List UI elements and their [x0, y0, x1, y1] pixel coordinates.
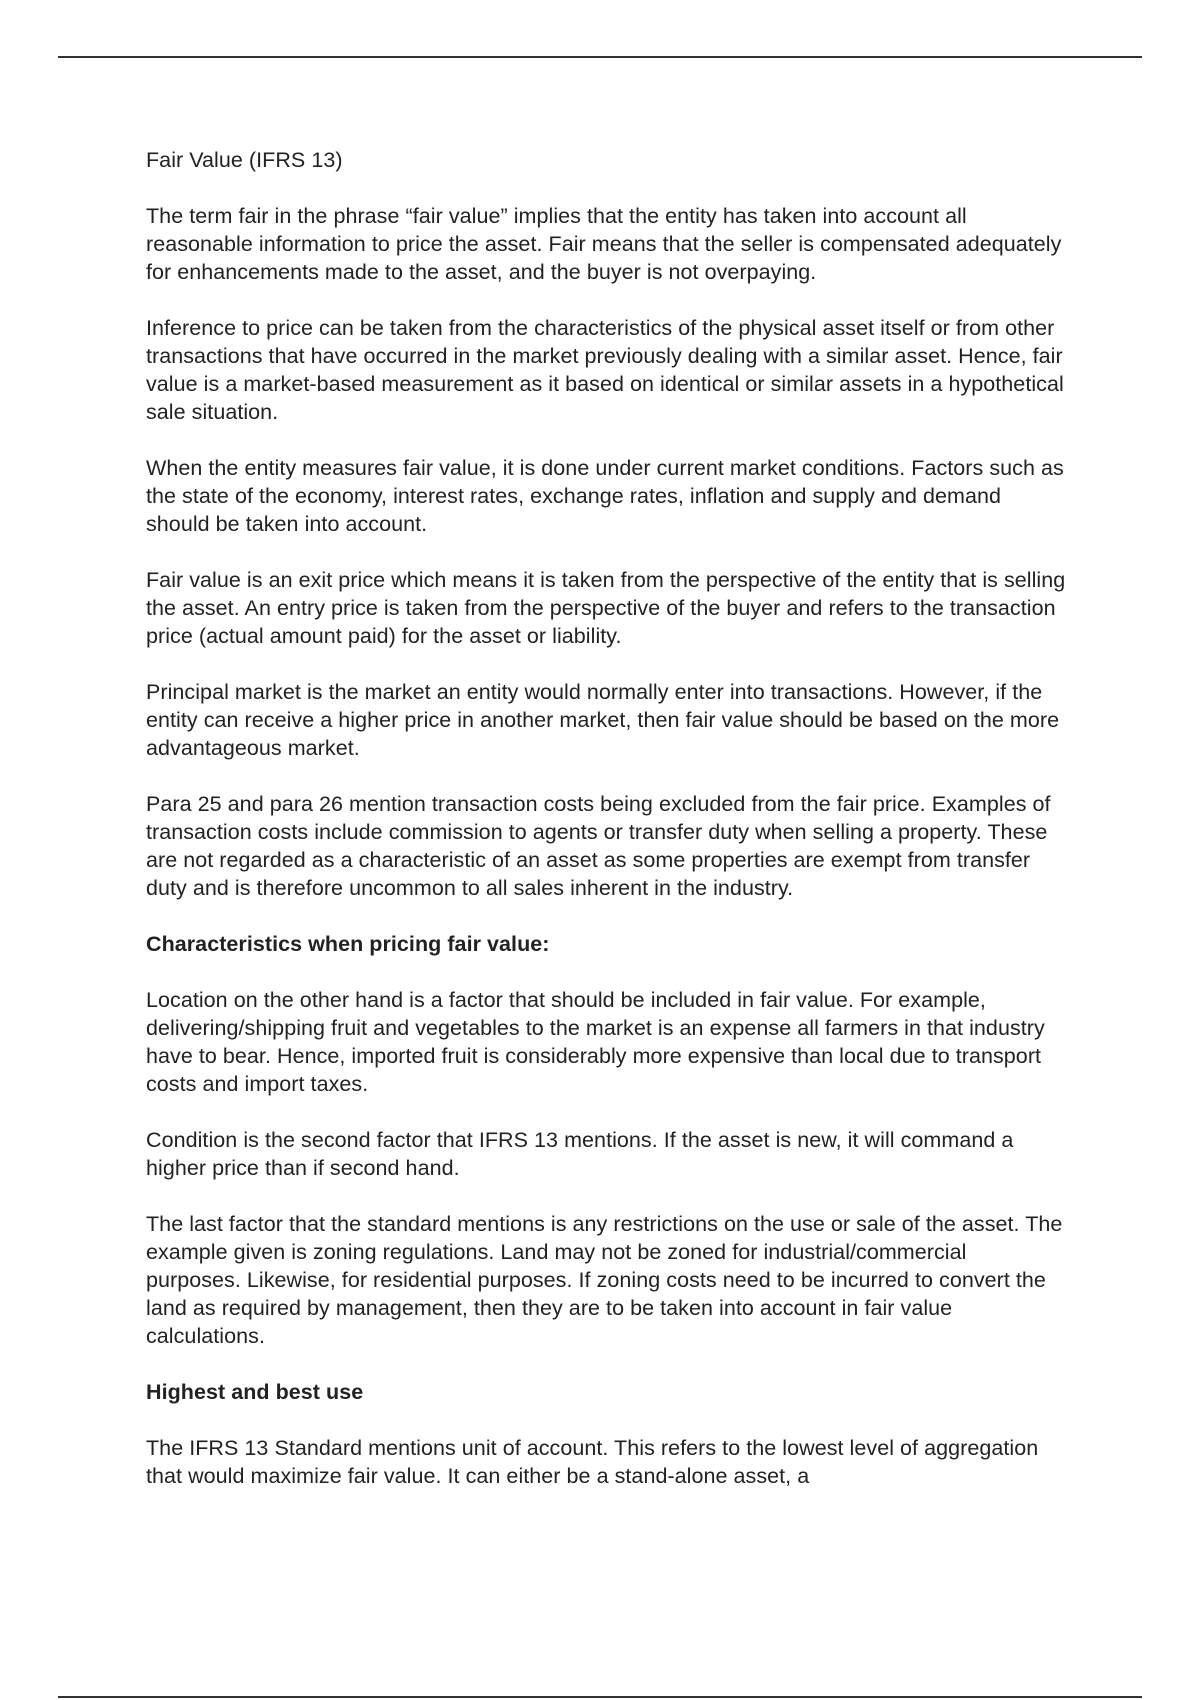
paragraph-exit-price: Fair value is an exit price which means it is taken from the perspective of the entity that is selling the asset. An entry price is taken from the perspective of the buyer and refers to the transaction price (actual amount paid) for the asset or liability. [146, 568, 1066, 648]
heading-highest-best-use: Highest and best use [146, 1380, 364, 1404]
document-title: Fair Value (IFRS 13) [146, 148, 343, 172]
paragraph-restrictions: The last factor that the standard mentions is any restrictions on the use or sale of the asset. The example given is zoning regulations. Land may not be zoned for industrial/commercial purposes. Likewise, for residential purposes. If zoning costs need to be incurred to convert the land as required by management, then they are to be taken into account in fair value calculations. [146, 1212, 1063, 1348]
paragraph-inference: Inference to price can be taken from the characteristics of the physical asset itself or from other transactions that have occurred in the market previously dealing with a similar asset. Hence, fair value is a market-based measurement as it based on identical or similar assets in a hypothetical sale situation. [146, 316, 1064, 424]
paragraph-market-conditions: When the entity measures fair value, it is done under current market conditions. Factors such as the state of the economy, interest rates, exchange rates, inflation and supply and demand should be taken into account. [146, 456, 1064, 536]
paragraph-principal-market: Principal market is the market an entity would normally enter into transactions. However, if the entity can receive a higher price in another market, then fair value should be based on the more advantageous market. [146, 680, 1060, 760]
paragraph-transaction-costs: Para 25 and para 26 mention transaction costs being excluded from the fair price. Examples of transaction costs include commission to agents or transfer duty when selling a property. These are not regarded as a characteristic of an asset as some properties are exempt from transfer duty and is therefore uncommon to all sales inherent in the industry. [146, 792, 1051, 900]
paragraph-location: Location on the other hand is a factor that should be included in fair value. For example, delivering/shipping fruit and vegetables to the market is an expense all farmers in that industry have to bear. Hence, imported fruit is considerably more expensive than local due to transport costs and import taxes. [146, 988, 1045, 1096]
footer-rule [58, 1696, 1142, 1698]
document-body [146, 146, 1066, 1518]
paragraph-fair-term: The term fair in the phrase “fair value” implies that the entity has taken into account all reasonable information to price the asset. Fair means that the seller is compensated adequately for enhancements made to the asset, and the buyer is not overpaying. [146, 204, 1062, 284]
heading-characteristics: Characteristics when pricing fair value: [146, 932, 550, 956]
paragraph-condition: Condition is the second factor that IFRS 13 mentions. If the asset is new, it will command a higher price than if second hand. [146, 1128, 1014, 1180]
header-rule [58, 56, 1142, 58]
paragraph-unit-of-account: The IFRS 13 Standard mentions unit of account. This refers to the lowest level of aggregation that would maximize fair value. It can either be a stand-alone asset, a [146, 1436, 1039, 1488]
